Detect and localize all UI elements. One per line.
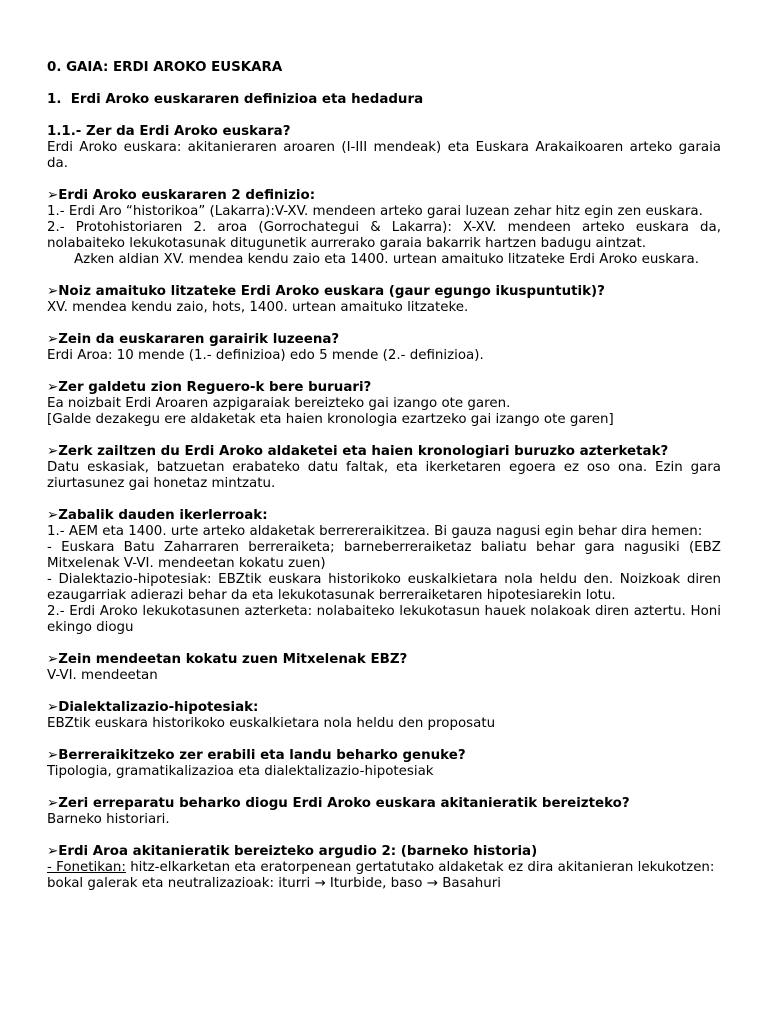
- answer-text: [Galde dezakegu ere aldaketak eta haien kronologia ezartzeko gai izango ote garen]: [47, 412, 614, 427]
- question-heading: ➢Berreraikitzeko zer erabili eta landu beharko genuke?: [47, 748, 466, 763]
- paragraph: Erdi Aroko euskara: akitanieraren aroaren (I-III mendeak) eta Euskara Arakaikoaren arteko garaia da.: [47, 140, 721, 171]
- subsection-heading: 1.1.- Zer da Erdi Aroko euskara?: [47, 124, 291, 139]
- question-heading: ➢Erdi Aroko euskararen 2 definizio:: [47, 188, 316, 203]
- question-heading: ➢Zerk zailtzen du Erdi Aroko aldaketei eta haien kronologiari buruzko azterketak?: [47, 444, 669, 459]
- question-heading: ➢Noiz amaituko litzateke Erdi Aroko euskara (gaur egungo ikuspuntutik)?: [47, 284, 605, 299]
- paragraph: [47, 860, 721, 876]
- question-heading: ➢Zein mendeetan kokatu zuen Mitxelenak EBZ?: [47, 652, 408, 667]
- answer-text: V-VI. mendeetan: [47, 668, 158, 683]
- answer-text: Tipologia, gramatikalizazioa eta dialektalizazio-hipotesiak: [47, 764, 434, 779]
- question-heading: ➢Zeri erreparatu beharko diogu Erdi Aroko euskara akitanieratik bereizteko?: [47, 796, 630, 811]
- answer-text: XV. mendea kendu zaio, hots, 1400. urtean amaituko litzateke.: [47, 300, 469, 315]
- question-heading: ➢Dialektalizazio-hipotesiak:: [47, 700, 259, 715]
- fonetika-text: hitz-elkarketan eta eratorpenean gertatutako aldaketak ez dira akitanieran lekukotzen:: [125, 860, 715, 875]
- question-heading: ➢Zer galdetu zion Reguero-k bere buruari?: [47, 380, 372, 395]
- document-body: [47, 60, 721, 892]
- answer-text: EBZtik euskara historikoko euskalkietara nola heldu den proposatu: [47, 716, 496, 731]
- paragraph: 1.- Erdi Aro “historikoa” (Lakarra):V-XV. mendeen arteko garai luzean zehar hitz egin zen euskara.: [47, 204, 703, 219]
- answer-text: bokal galerak eta neutralizazioak: iturri → Iturbide, baso → Basahuri: [47, 876, 501, 891]
- answer-text: Barneko historiari.: [47, 812, 170, 827]
- document-title: 0. GAIA: ERDI AROKO EUSKARA: [47, 60, 283, 75]
- paragraph: Azken aldian XV. mendea kendu zaio eta 1400. urtean amaituko litzateke Erdi Aroko euskara.: [74, 252, 699, 267]
- fonetika-label: - Fonetikan:: [47, 860, 126, 875]
- list-item: - Dialektazio-hipotesiak: EBZtik euskara historikoko euskalkietara nola heldu den. Noizkoak diren ezaugarriak adierazi behar da eta lekukotasunak berreraiketaren hipotesiarekin lotu.: [47, 572, 721, 603]
- question-heading: ➢Erdi Aroa akitanieratik bereizteko argudio 2: (barneko historia): [47, 844, 538, 859]
- paragraph: 2.- Protohistoriaren 2. aroa (Gorrochategui & Lakarra): X-XV. mendeen arteko euskara da, nolabaiteko lekukotasunak ditugunetik aurrerako garaia bakarrik hartzen badugu aintzat.: [47, 220, 721, 251]
- question-heading: ➢Zabalik dauden ikerlerroak:: [47, 508, 268, 523]
- question-heading: ➢Zein da euskararen garairik luzeena?: [47, 332, 340, 347]
- answer-text: Datu eskasiak, batzuetan erabateko datu faltak, eta ikerketaren egoera ez oso ona. Ezin gara ziurtasunez gai honetaz mintzatu.: [47, 460, 721, 491]
- answer-text: Ea noizbait Erdi Aroaren azpigaraiak bereizteko gai izango ote garen.: [47, 396, 511, 411]
- list-item: - Euskara Batu Zaharraren berreraiketa; barneberreraiketaz baliatu behar gara nagusiki (EBZ Mitxelenak V-VI. mendeetan kokatu zuen): [47, 540, 721, 571]
- section-heading: 1. Erdi Aroko euskararen definizioa eta hedadura: [47, 92, 424, 107]
- answer-text: Erdi Aroa: 10 mende (1.- definizioa) edo 5 mende (2.- definizioa).: [47, 348, 484, 363]
- list-item: 2.- Erdi Aroko lekukotasunen azterketa: nolabaiteko lekukotasun hauek nolakoak diren aztertu. Honi ekingo diogu: [47, 604, 721, 635]
- list-item: 1.- AEM eta 1400. urte arteko aldaketak berrereraikitzea. Bi gauza nagusi egin behar dira hemen:: [47, 524, 703, 539]
